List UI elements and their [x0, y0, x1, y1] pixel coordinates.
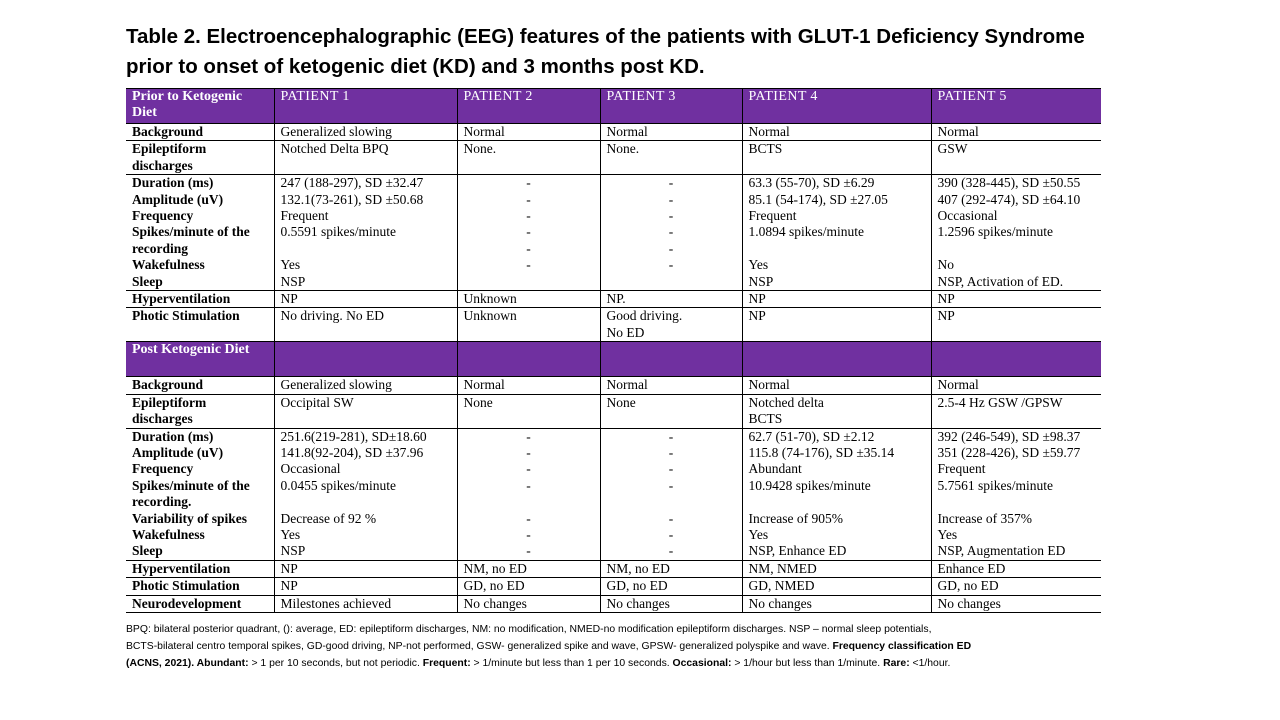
footnote-bold-text: (ACNS, 2021). Abundant: [126, 658, 249, 669]
table-cell [742, 175, 931, 291]
cell-line: Frequent [748, 208, 797, 224]
cell-line: Milestones achieved [280, 595, 392, 611]
patient-column-header: PATIENT 5 [931, 89, 1101, 124]
cell-line: NP [280, 578, 298, 594]
row-label-line: Photic Stimulation [132, 308, 240, 324]
row-label-line: Amplitude (uV) [132, 191, 224, 207]
cell-line: Occasional [280, 461, 341, 477]
cell-line: - [668, 444, 674, 460]
cell-line: - [668, 257, 674, 273]
cell-line: Notched delta [748, 394, 824, 410]
row-label-line: Spikes/minute of the [132, 477, 250, 493]
cell-line: - [668, 224, 674, 240]
cell-line: BCTS [748, 411, 783, 427]
cell-line: NM, no ED [463, 560, 527, 576]
cell-line: - [526, 257, 531, 273]
cell-line: 251.6(219-281), SD±18.60 [280, 428, 427, 444]
table-cell [931, 308, 1101, 342]
cell-line: - [668, 240, 674, 256]
table-cell [457, 394, 600, 428]
cell-line: NP [748, 308, 766, 324]
cell-line: 390 (328-445), SD ±50.55 [937, 175, 1081, 191]
cell-line: - [668, 428, 674, 444]
cell-line: - [526, 477, 531, 493]
cell-line: NM, no ED [606, 560, 670, 576]
cell-line: No changes [606, 595, 670, 611]
table-row [126, 428, 1101, 560]
cell-line [938, 494, 1096, 510]
row-label [126, 560, 274, 577]
row-label [126, 578, 274, 595]
table-cell [274, 124, 457, 141]
footnote-bold-text: Occasional: [669, 658, 732, 669]
cell-line: - [526, 175, 531, 191]
row-label-line: Duration (ms) [132, 175, 214, 191]
table-cell [742, 394, 931, 428]
table-cell [600, 560, 742, 577]
table-cell [457, 124, 600, 141]
table-row [126, 141, 1101, 175]
table-cell [742, 595, 931, 612]
cell-line: Increase of 357% [937, 510, 1032, 526]
table-cell [742, 291, 931, 308]
row-label-line: Frequency [132, 461, 194, 477]
table-row [126, 308, 1101, 342]
cell-line: - [526, 526, 531, 542]
table-row [126, 291, 1101, 308]
table-title-line-1: Table 2. Electroencephalographic (EEG) features of the patients with GLUT-1 Deficiency Syndrome [126, 25, 1085, 48]
cell-line: Normal [937, 124, 979, 139]
footnote-text: > 1/hour but less than 1/minute. [731, 658, 881, 669]
cell-line: - [668, 208, 674, 224]
section-header-label: Prior to Ketogenic Diet [126, 89, 274, 124]
table-cell [457, 377, 600, 394]
row-label-line: Amplitude (uV) [132, 444, 224, 460]
cell-line [749, 241, 925, 257]
table-cell [274, 308, 457, 342]
footnote-bold-text: Frequency classification ED [829, 641, 972, 652]
cell-line: Abundant [748, 461, 802, 477]
patient-column-header [274, 342, 457, 377]
table-cell [457, 308, 600, 342]
table-cell [457, 428, 600, 560]
table-cell [931, 124, 1101, 141]
section-header-row [126, 342, 1101, 377]
table-cell [600, 124, 742, 141]
table-cell [931, 291, 1101, 308]
cell-line: Normal [748, 377, 790, 393]
cell-line: 132.1(73-261), SD ±50.68 [280, 191, 424, 207]
cell-line: Good driving. [606, 308, 683, 324]
cell-line [281, 241, 451, 257]
footnote-text: > 1/minute but less than 1 per 10 seconds. [470, 658, 670, 669]
table-cell [274, 175, 457, 291]
footnote-line-2 [126, 638, 1116, 655]
table-cell [931, 578, 1101, 595]
cell-line: NP [937, 308, 955, 324]
cell-line: 351 (228-426), SD ±59.77 [937, 444, 1081, 460]
table-cell [742, 560, 931, 577]
row-label [126, 141, 274, 175]
table-cell [931, 141, 1101, 175]
row-label-line: Background [132, 377, 204, 393]
row-label [126, 308, 274, 342]
table-cell [457, 560, 600, 577]
cell-line: - [526, 240, 531, 256]
row-label [126, 291, 274, 308]
table-row [126, 377, 1101, 394]
table-cell [600, 308, 742, 342]
cell-line: Yes [748, 526, 769, 542]
table-cell [600, 595, 742, 612]
cell-line: None [606, 394, 636, 410]
cell-line: NP [280, 291, 298, 307]
table-cell [742, 308, 931, 342]
table-cell [274, 394, 457, 428]
row-label [126, 377, 274, 394]
footnote-line-3 [126, 655, 1116, 672]
cell-line: 2.5-4 Hz GSW /GPSW [937, 394, 1063, 410]
cell-line: Decrease of 92 % [280, 510, 377, 526]
table-cell [742, 141, 931, 175]
patient-column-header: PATIENT 2 [457, 89, 600, 124]
section-header-label: Post Ketogenic Diet [126, 342, 274, 377]
cell-line: GSW [937, 141, 968, 157]
table-row [126, 560, 1101, 577]
cell-line: Yes [748, 257, 769, 273]
cell-line: - [668, 477, 674, 493]
cell-line: No ED [606, 324, 645, 340]
footnote-text: <1/hour. [909, 658, 951, 669]
cell-line: No changes [463, 595, 527, 611]
table-cell [274, 578, 457, 595]
cell-line: 247 (188-297), SD ±32.47 [280, 175, 424, 191]
table-cell [742, 124, 931, 141]
row-label [126, 595, 274, 612]
cell-line: 115.8 (74-176), SD ±35.14 [748, 444, 895, 460]
cell-line: NSP, Augmentation ED [937, 543, 1066, 559]
cell-line: Unknown [463, 291, 517, 307]
table-cell [457, 291, 600, 308]
cell-line: Occasional [937, 208, 998, 224]
section-header-row [126, 89, 1101, 124]
table-cell [600, 428, 742, 560]
table-cell [457, 175, 600, 291]
cell-line: Yes [937, 526, 958, 542]
table-cell [274, 560, 457, 577]
row-label-line: Wakefulness [132, 526, 205, 542]
table-row [126, 394, 1101, 428]
table-row [126, 595, 1101, 612]
cell-line: None [463, 394, 493, 410]
row-label-line: discharges [132, 157, 193, 173]
cell-line: - [668, 543, 674, 559]
cell-line: - [526, 428, 531, 444]
table-cell [931, 560, 1101, 577]
patient-column-header: PATIENT 4 [742, 89, 931, 124]
cell-line: Yes [280, 257, 301, 273]
cell-line: NSP, Activation of ED. [937, 273, 1064, 289]
cell-line: GD, no ED [463, 578, 525, 594]
row-label-line: Hyperventilation [132, 560, 231, 576]
cell-line: Generalized slowing [280, 377, 392, 393]
cell-line: 85.1 (54-174), SD ±27.05 [748, 191, 888, 207]
table-cell [931, 428, 1101, 560]
cell-line: Normal [606, 377, 648, 393]
table-cell [742, 377, 931, 394]
cell-line: NP [748, 291, 766, 307]
cell-line: NSP [280, 273, 306, 289]
row-label-line: Wakefulness [132, 257, 205, 273]
cell-line: No [937, 257, 954, 273]
table-row [126, 124, 1101, 141]
cell-line: Normal [748, 124, 790, 139]
row-label [126, 175, 274, 291]
cell-line: 0.0455 spikes/minute [280, 477, 396, 493]
cell-line: 63.3 (55-70), SD ±6.29 [748, 175, 875, 191]
table-cell [600, 377, 742, 394]
cell-line: - [526, 208, 531, 224]
row-label [126, 394, 274, 428]
row-label-line: Sleep [132, 543, 163, 559]
table-row [126, 578, 1101, 595]
cell-line: 407 (292-474), SD ±64.10 [937, 191, 1081, 207]
table-cell [274, 377, 457, 394]
row-label-line: discharges [132, 411, 193, 427]
cell-line: Normal [463, 124, 505, 139]
patient-column-header [600, 342, 742, 377]
footnote-text: BCTS-bilateral centro temporal spikes, GD-good driving, NP-not performed, GSW- generalized spike and wave, GPSW- generalized polyspike and wave. [126, 641, 830, 652]
cell-line: NP [280, 560, 298, 576]
cell-line: - [526, 444, 531, 460]
row-label-line: Frequency [132, 208, 194, 224]
table-cell [931, 377, 1101, 394]
footnote [126, 621, 1116, 672]
patient-column-header [931, 342, 1101, 377]
cell-line: - [668, 510, 674, 526]
cell-line: Normal [937, 377, 979, 393]
cell-line: NP. [606, 291, 626, 307]
row-label [126, 124, 274, 141]
table-cell [274, 141, 457, 175]
row-label-line: recording [132, 240, 188, 256]
cell-line: Notched Delta BPQ [280, 141, 389, 157]
table-cell [931, 175, 1101, 291]
table-cell [600, 291, 742, 308]
table-cell [742, 428, 931, 560]
cell-line: Yes [280, 526, 301, 542]
table-cell [600, 578, 742, 595]
cell-line: - [526, 543, 531, 559]
cell-line: - [526, 224, 531, 240]
cell-line: NSP [280, 543, 306, 559]
footnote-line-1 [126, 621, 1116, 638]
cell-line: GD, no ED [606, 578, 668, 594]
cell-line: Increase of 905% [748, 510, 843, 526]
table-cell [600, 175, 742, 291]
cell-line: 5.7561 spikes/minute [937, 477, 1053, 493]
row-label-line: recording. [132, 494, 192, 510]
cell-line: 62.7 (51-70), SD ±2.12 [748, 428, 875, 444]
table-cell [742, 578, 931, 595]
cell-line: 0.5591 spikes/minute [280, 224, 396, 240]
row-label-line: Variability of spikes [132, 510, 248, 526]
patient-column-header: PATIENT 1 [274, 89, 457, 124]
eeg-features-table [126, 88, 1101, 613]
patient-column-header: PATIENT 3 [600, 89, 742, 124]
cell-line: Generalized slowing [280, 124, 392, 139]
row-label-line: Neurodevelopment [132, 595, 242, 611]
table-cell [274, 291, 457, 308]
patient-column-header [457, 342, 600, 377]
cell-line: 1.0894 spikes/minute [748, 224, 864, 240]
cell-line: Normal [606, 124, 648, 139]
cell-line: BCTS [748, 141, 783, 157]
cell-line: GD, NMED [748, 578, 815, 594]
row-label-line: Epileptiform [132, 141, 207, 157]
table-row [126, 175, 1101, 291]
cell-line [938, 241, 1096, 257]
cell-line: Frequent [937, 461, 986, 477]
table-cell [457, 141, 600, 175]
row-label-line: Hyperventilation [132, 291, 231, 307]
table-cell [600, 394, 742, 428]
row-label-line: Epileptiform [132, 394, 207, 410]
row-label-line: Spikes/minute of the [132, 224, 250, 240]
cell-line: NP [937, 291, 955, 307]
table-cell [931, 394, 1101, 428]
footnote-text: BPQ: bilateral posterior quadrant, (): average, ED: epileptiform discharges, NM: no modification, NMED-no modification epileptiform discharges. NSP – normal sleep potentials, [126, 624, 932, 635]
table-cell [274, 428, 457, 560]
table-title [126, 22, 1126, 82]
cell-line: No changes [748, 595, 812, 611]
footnote-bold-text: Rare: [880, 658, 910, 669]
cell-line: GD, no ED [937, 578, 999, 594]
cell-line: - [668, 461, 674, 477]
cell-line: Unknown [463, 308, 517, 324]
table-title-line-2: prior to onset of ketogenic diet (KD) and 3 months post KD. [126, 55, 705, 78]
cell-line: - [526, 510, 531, 526]
table-cell [457, 595, 600, 612]
row-label [126, 428, 274, 560]
footnote-text: > 1 per 10 seconds, but not periodic. [248, 658, 420, 669]
cell-line: - [526, 461, 531, 477]
cell-line: No driving. No ED [280, 308, 384, 324]
row-label-line: Photic Stimulation [132, 578, 240, 594]
cell-line: None. [463, 141, 497, 157]
cell-line: None. [606, 141, 640, 157]
row-label-line: Background [132, 124, 204, 139]
cell-line [749, 494, 925, 510]
row-label-line: Duration (ms) [132, 428, 214, 444]
table-cell [931, 595, 1101, 612]
eeg-table-body [126, 89, 1101, 613]
cell-line: Normal [463, 377, 505, 393]
cell-line: No changes [937, 595, 1001, 611]
cell-line: Occipital SW [280, 394, 354, 410]
cell-line: 392 (246-549), SD ±98.37 [937, 428, 1081, 444]
cell-line [464, 494, 594, 510]
patient-column-header [742, 342, 931, 377]
cell-line: NSP [748, 273, 774, 289]
cell-line: 1.2596 spikes/minute [937, 224, 1053, 240]
cell-line: - [668, 191, 674, 207]
footnote-bold-text: Frequent: [419, 658, 471, 669]
cell-line: NM, NMED [748, 560, 817, 576]
cell-line [607, 494, 736, 510]
row-label-line: Sleep [132, 273, 163, 289]
table-cell [457, 578, 600, 595]
cell-line: Frequent [280, 208, 329, 224]
cell-line: - [668, 526, 674, 542]
cell-line: - [526, 191, 531, 207]
cell-line: - [668, 175, 674, 191]
cell-line: NSP, Enhance ED [748, 543, 847, 559]
cell-line: 10.9428 spikes/minute [748, 477, 871, 493]
cell-line [281, 494, 451, 510]
table-cell [600, 141, 742, 175]
cell-line: 141.8(92-204), SD ±37.96 [280, 444, 424, 460]
cell-line: Enhance ED [937, 560, 1006, 576]
table-cell [274, 595, 457, 612]
